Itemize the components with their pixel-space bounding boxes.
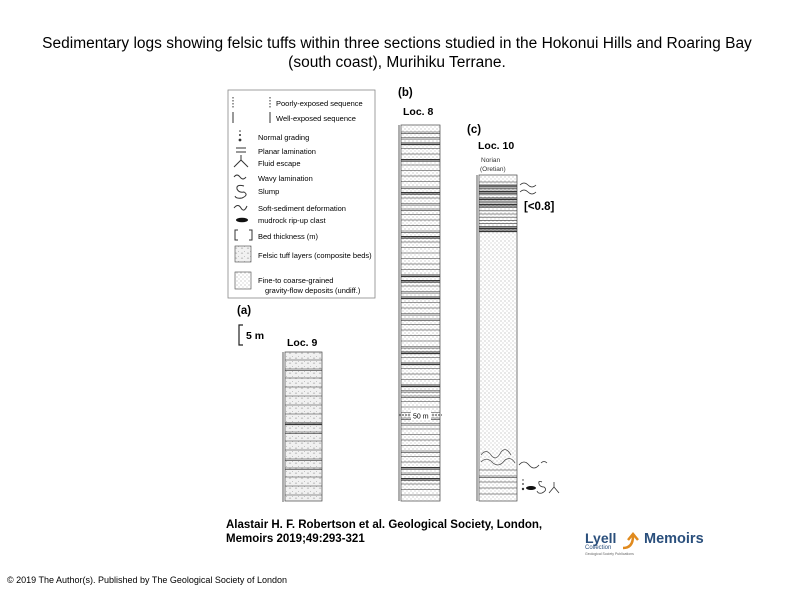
loc9-column: [283, 352, 322, 502]
loc8-label: Loc. 8: [403, 106, 434, 118]
scale-bar: [239, 325, 264, 345]
legend-planar-lamination: Planar lamination: [258, 147, 316, 156]
copyright: © 2019 The Author(s). Published by The Geological Society of London: [7, 575, 287, 585]
legend-wavy-lamination: Wavy lamination: [258, 174, 313, 183]
panel-a-label: (a): [237, 305, 252, 317]
legend-gravity-flow-1: Fine-to coarse-grained: [258, 276, 334, 285]
legend-slump: Slump: [258, 187, 280, 196]
logo-tagline: Geological Society Publications: [585, 552, 634, 556]
legend-felsic-tuff: Felsic tuff layers (composite beds): [258, 251, 372, 260]
legend-bed-thickness: Bed thickness (m): [258, 232, 319, 241]
legend-normal-grading: Normal grading: [258, 133, 310, 142]
scale-label: 5 m: [246, 330, 265, 342]
legend-fluid-escape: Fluid escape: [258, 159, 301, 168]
logo-memoirs: Memoirs: [644, 531, 704, 547]
citation-line-2: Memoirs 2019;49:293-321: [226, 533, 365, 545]
legend-poorly-exposed: Poorly-exposed sequence: [276, 99, 363, 108]
loc10-substage: (Oretian): [480, 166, 506, 173]
loc9-label: Loc. 9: [287, 337, 318, 349]
panel-b-label: (b): [398, 87, 413, 99]
felsic-tuff-swatch: [235, 246, 251, 262]
logo-arrow-icon: [621, 532, 643, 552]
gravity-flow-swatch: [235, 272, 251, 289]
lyell-memoirs-logo: [585, 530, 715, 560]
legend-gravity-flow-2: gravity-flow deposits (undiff.): [265, 286, 361, 295]
citation-line-1: Alastair H. F. Robertson et al. Geological Society, London,: [226, 519, 543, 531]
panel-c-label: (c): [467, 124, 482, 136]
loc10-column: [477, 175, 517, 501]
figure-title: Sedimentary logs showing felsic tuffs within three sections studied in the Hokonui Hills and Roaring Bay (south coast), Murihiku Terrane.: [42, 35, 752, 71]
rip-up-clast-icon: [236, 218, 248, 223]
legend: [228, 90, 375, 298]
legend-soft-sediment: Soft-sediment deformation: [258, 204, 346, 213]
loc10-stage: Norian: [481, 157, 501, 164]
loc10-side-symbols: [519, 183, 559, 493]
loc8-50m-mark: 50 m: [413, 413, 429, 421]
logo-lyell: Lyell: [585, 530, 617, 546]
logo-collection: Collection: [585, 545, 612, 551]
legend-rip-up: mudrock rip-up clast: [258, 216, 326, 225]
legend-well-exposed: Well-exposed sequence: [276, 114, 356, 123]
citation: [226, 518, 542, 546]
loc10-bed-thickness: [<0.8]: [524, 201, 555, 213]
loc10-label: Loc. 10: [478, 140, 515, 152]
loc8-column: [399, 125, 442, 501]
